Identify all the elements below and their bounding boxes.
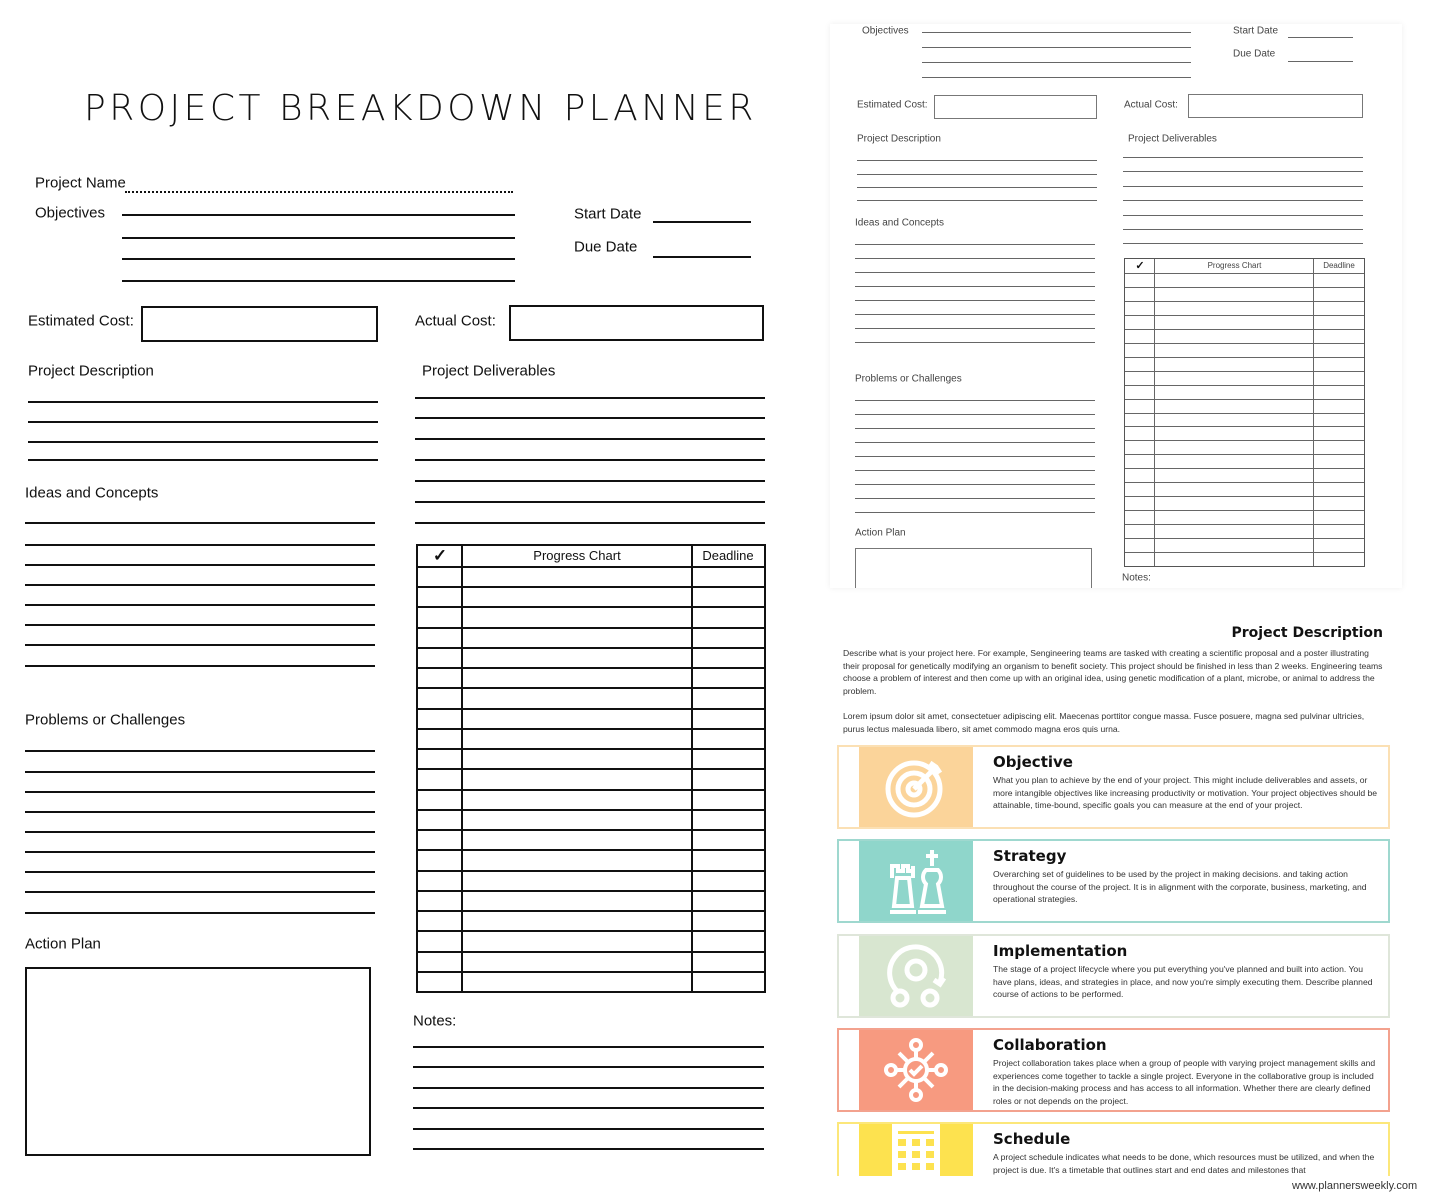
table-row[interactable] xyxy=(1125,399,1364,413)
table-row[interactable] xyxy=(1125,454,1364,468)
objectives-line[interactable] xyxy=(922,77,1191,78)
actual-cost-field[interactable] xyxy=(509,305,764,341)
ideas-line[interactable] xyxy=(25,644,375,646)
notes-label: Notes: xyxy=(1122,572,1151,584)
notes-line[interactable] xyxy=(413,1087,764,1089)
deliverables-line[interactable] xyxy=(415,480,765,482)
problems-line[interactable] xyxy=(25,791,375,793)
action-plan-box[interactable] xyxy=(855,548,1092,588)
progress-chart-header: Progress Chart xyxy=(533,548,621,563)
table-row[interactable] xyxy=(418,951,764,971)
problems-line[interactable] xyxy=(855,414,1095,415)
ideas-line[interactable] xyxy=(855,272,1095,273)
table-row[interactable] xyxy=(418,566,764,586)
table-row[interactable] xyxy=(418,849,764,869)
card-text: Project collaboration takes place when a group of people with varying project management skills and experiences come together to tackle a single project. Everyone in the collaborative group is included in the decision-making process and has access to all information. Whether there are clearly defined roles or not depends on the project. xyxy=(993,1058,1376,1106)
objectives-line[interactable] xyxy=(922,32,1191,33)
estimated-cost-field[interactable] xyxy=(141,306,378,342)
objectives-line[interactable] xyxy=(122,237,515,239)
deliverables-line[interactable] xyxy=(1123,243,1363,244)
column-divider xyxy=(461,546,463,991)
watermark: www.plannersweekly.com xyxy=(1292,1180,1418,1192)
table-row[interactable] xyxy=(418,647,764,667)
ideas-line[interactable] xyxy=(855,258,1095,259)
ideas-line[interactable] xyxy=(25,624,375,626)
progress-chart-table xyxy=(1124,258,1365,567)
table-row[interactable] xyxy=(418,687,764,707)
checkmark-icon: ✓ xyxy=(1135,260,1145,272)
action-plan-label: Action Plan xyxy=(855,527,906,539)
description-line[interactable] xyxy=(28,421,378,423)
deliverables-line[interactable] xyxy=(415,459,765,461)
deliverables-line[interactable] xyxy=(415,417,765,419)
guide-card-objective xyxy=(837,745,1390,829)
problems-line[interactable] xyxy=(855,484,1095,485)
problems-line[interactable] xyxy=(855,498,1095,499)
table-row[interactable] xyxy=(1125,468,1364,482)
description-line[interactable] xyxy=(857,200,1097,201)
notes-line[interactable] xyxy=(413,1066,764,1068)
deliverables-line[interactable] xyxy=(415,522,765,524)
objectives-label: Objectives xyxy=(35,204,106,222)
description-line[interactable] xyxy=(857,174,1097,175)
card-title: Strategy xyxy=(993,847,1067,865)
project-description-label: Project Description xyxy=(28,362,154,380)
problems-line[interactable] xyxy=(25,912,375,914)
due-date-label: Due Date xyxy=(574,238,638,256)
problems-line[interactable] xyxy=(25,771,375,773)
table-row[interactable] xyxy=(1125,371,1364,385)
start-date-line[interactable] xyxy=(1288,37,1353,38)
ideas-concepts-label: Ideas and Concepts xyxy=(855,217,944,229)
objectives-line[interactable] xyxy=(122,214,515,216)
deliverables-line[interactable] xyxy=(1123,200,1363,201)
card-title: Collaboration xyxy=(993,1036,1107,1054)
table-row[interactable] xyxy=(418,809,764,829)
deliverables-line[interactable] xyxy=(1123,229,1363,230)
deadline-header: Deadline xyxy=(1323,261,1355,270)
problems-line[interactable] xyxy=(25,750,375,752)
project-name-label: Project Name xyxy=(35,174,126,192)
table-row[interactable] xyxy=(418,606,764,626)
deliverables-line[interactable] xyxy=(415,438,765,440)
deliverables-line[interactable] xyxy=(1123,186,1363,187)
project-description-label: Project Description xyxy=(857,133,941,145)
description-line[interactable] xyxy=(28,459,378,461)
table-row[interactable] xyxy=(418,971,764,991)
problems-line[interactable] xyxy=(25,831,375,833)
notes-line[interactable] xyxy=(413,1148,764,1150)
problems-line[interactable] xyxy=(855,428,1095,429)
table-row[interactable] xyxy=(418,789,764,809)
table-row[interactable] xyxy=(1125,510,1364,524)
problems-line[interactable] xyxy=(855,442,1095,443)
table-row[interactable] xyxy=(1125,301,1364,315)
objectives-line[interactable] xyxy=(922,47,1191,48)
ideas-line[interactable] xyxy=(25,584,375,586)
table-row[interactable] xyxy=(1125,524,1364,538)
table-row[interactable] xyxy=(418,890,764,910)
table-row[interactable] xyxy=(1125,496,1364,510)
problems-label: Problems or Challenges xyxy=(25,711,186,729)
problems-line[interactable] xyxy=(855,400,1095,401)
table-row[interactable] xyxy=(418,667,764,687)
checkmark-icon: ✓ xyxy=(432,546,448,565)
ideas-line[interactable] xyxy=(25,544,375,546)
card-text: The stage of a project lifecycle where you put everything you've planned and built into action. You have plans, ideas, and strategies in place, and now you're simply executing them. Describe planned course of actions to be performed. xyxy=(993,964,1373,999)
ideas-line[interactable] xyxy=(25,604,375,606)
guide-card-strategy xyxy=(837,839,1390,923)
ideas-line[interactable] xyxy=(855,342,1095,343)
problems-line[interactable] xyxy=(25,891,375,893)
problems-label: Problems or Challenges xyxy=(855,373,962,385)
notes-label: Notes: xyxy=(413,1012,457,1030)
table-row[interactable] xyxy=(1125,440,1364,454)
card-title: Implementation xyxy=(993,942,1128,960)
table-row[interactable] xyxy=(1125,482,1364,496)
progress-chart-header: Progress Chart xyxy=(1207,261,1262,270)
guide-card-implementation xyxy=(837,934,1390,1018)
guide-paragraph-1: Describe what is your project here. For example, Sengineering teams are tasked with creating a scientific proposal and a poster illustrating their proposal for genetically modifying an organism to benefit society. This project should be finished in less than 2 weeks. Engineering teams choose a problem of interest and then come up with an original idea, using genetic modification of a plant, microbe, or animal to address the problem. xyxy=(843,648,1383,696)
table-row[interactable] xyxy=(1125,273,1364,287)
estimated-cost-label: Estimated Cost: xyxy=(857,99,928,111)
due-date-line[interactable] xyxy=(1288,61,1353,62)
card-text: Overarching set of guidelines to be used by the project in making decisions. and taking action throughout the course of the project. It is in alignment with the corporate, business, marketing, and operational strategies. xyxy=(993,869,1367,904)
table-row[interactable] xyxy=(1125,315,1364,329)
problems-line[interactable] xyxy=(855,470,1095,471)
table-row[interactable] xyxy=(418,728,764,748)
estimated-cost-field[interactable] xyxy=(934,95,1097,119)
table-row[interactable] xyxy=(1125,426,1364,440)
notes-line[interactable] xyxy=(413,1046,764,1048)
problems-line[interactable] xyxy=(25,851,375,853)
notes-line[interactable] xyxy=(413,1107,764,1109)
ideas-line[interactable] xyxy=(25,564,375,566)
project-name-line[interactable] xyxy=(125,191,513,193)
deliverables-line[interactable] xyxy=(1123,171,1363,172)
ideas-line[interactable] xyxy=(25,665,375,667)
column-divider xyxy=(1154,259,1155,566)
start-date-label: Start Date xyxy=(1233,25,1279,37)
card-text: A project schedule indicates what needs to be done, which resources must be utilized, and when the project is due. It's a timetable that outlines start and end dates and milestones that xyxy=(993,1152,1375,1175)
action-plan-label: Action Plan xyxy=(25,935,101,953)
description-line[interactable] xyxy=(28,441,378,443)
deliverables-line[interactable] xyxy=(415,397,765,399)
description-line[interactable] xyxy=(28,401,378,403)
problems-line[interactable] xyxy=(25,811,375,813)
chess-icon xyxy=(859,841,973,921)
objectives-line[interactable] xyxy=(122,280,515,282)
guide-heading: Project Description xyxy=(1231,625,1383,641)
objectives-line[interactable] xyxy=(922,62,1191,63)
table-row[interactable] xyxy=(418,627,764,647)
actual-cost-label: Actual Cost: xyxy=(1124,99,1178,111)
deliverables-line[interactable] xyxy=(1123,215,1363,216)
due-date-label: Due Date xyxy=(1233,48,1276,60)
start-date-line[interactable] xyxy=(653,221,751,223)
description-line[interactable] xyxy=(857,160,1097,161)
actual-cost-field[interactable] xyxy=(1188,94,1363,118)
action-plan-box[interactable] xyxy=(25,967,371,1156)
guide-card-schedule xyxy=(837,1122,1390,1176)
table-row[interactable] xyxy=(1125,287,1364,301)
deliverables-line[interactable] xyxy=(1123,157,1363,158)
progress-chart-table xyxy=(416,544,766,993)
project-deliverables-label: Project Deliverables xyxy=(1128,133,1217,145)
column-divider xyxy=(1313,259,1314,566)
card-title: Objective xyxy=(993,753,1073,771)
table-row[interactable] xyxy=(1125,329,1364,343)
table-row[interactable] xyxy=(1125,385,1364,399)
card-title: Schedule xyxy=(993,1130,1071,1148)
ideas-line[interactable] xyxy=(855,300,1095,301)
objectives-line[interactable] xyxy=(122,258,515,260)
ideas-line[interactable] xyxy=(855,328,1095,329)
table-row[interactable] xyxy=(418,910,764,930)
table-row[interactable] xyxy=(418,829,764,849)
table-row[interactable] xyxy=(418,748,764,768)
estimated-cost-label: Estimated Cost: xyxy=(28,312,134,330)
table-row[interactable] xyxy=(418,930,764,950)
preview-planner-page xyxy=(830,24,1402,588)
notes-line[interactable] xyxy=(413,1128,764,1130)
table-row[interactable] xyxy=(1125,343,1364,357)
ideas-line[interactable] xyxy=(855,314,1095,315)
due-date-line[interactable] xyxy=(653,256,751,258)
lightbulb-gears-icon xyxy=(859,936,973,1016)
table-row[interactable] xyxy=(418,870,764,890)
project-deliverables-label: Project Deliverables xyxy=(422,362,556,380)
table-row[interactable] xyxy=(1125,538,1364,552)
table-row[interactable] xyxy=(418,708,764,728)
table-row[interactable] xyxy=(418,768,764,788)
problems-line[interactable] xyxy=(25,871,375,873)
table-row[interactable] xyxy=(1125,413,1364,427)
network-icon xyxy=(859,1030,973,1110)
calendar-icon xyxy=(859,1124,973,1176)
actual-cost-label: Actual Cost: xyxy=(415,312,496,330)
ideas-line[interactable] xyxy=(25,522,375,524)
objectives-label: Objectives xyxy=(862,25,909,37)
deadline-header: Deadline xyxy=(702,548,754,563)
table-row[interactable] xyxy=(1125,552,1364,566)
page-title: PROJECT BREAKDOWN PLANNER xyxy=(84,88,757,129)
column-divider xyxy=(691,546,693,991)
table-row[interactable] xyxy=(418,586,764,606)
ideas-concepts-label: Ideas and Concepts xyxy=(25,484,159,502)
card-text: What you plan to achieve by the end of your project. This might include deliverables and assets, or more intangible objectives like increasing productivity or motivation. Your project objectives should be attainable, time-bound, specific goals you can measure at the end of your project. xyxy=(993,775,1378,810)
target-icon xyxy=(859,747,973,827)
problems-line[interactable] xyxy=(855,512,1095,513)
table-row[interactable] xyxy=(1125,357,1364,371)
problems-line[interactable] xyxy=(855,456,1095,457)
ideas-line[interactable] xyxy=(855,244,1095,245)
start-date-label: Start Date xyxy=(574,205,642,223)
description-line[interactable] xyxy=(857,187,1097,188)
deliverables-line[interactable] xyxy=(415,501,765,503)
ideas-line[interactable] xyxy=(855,286,1095,287)
guide-card-collaboration xyxy=(837,1028,1390,1112)
guide-paragraph-2: Lorem ipsum dolor sit amet, consectetuer adipiscing elit. Maecenas porttitor congue massa. Fusce posuere, magna sed pulvinar ultricies, purus lectus malesuada libero, sit amet commodo magna eros quis urna. xyxy=(843,711,1365,734)
